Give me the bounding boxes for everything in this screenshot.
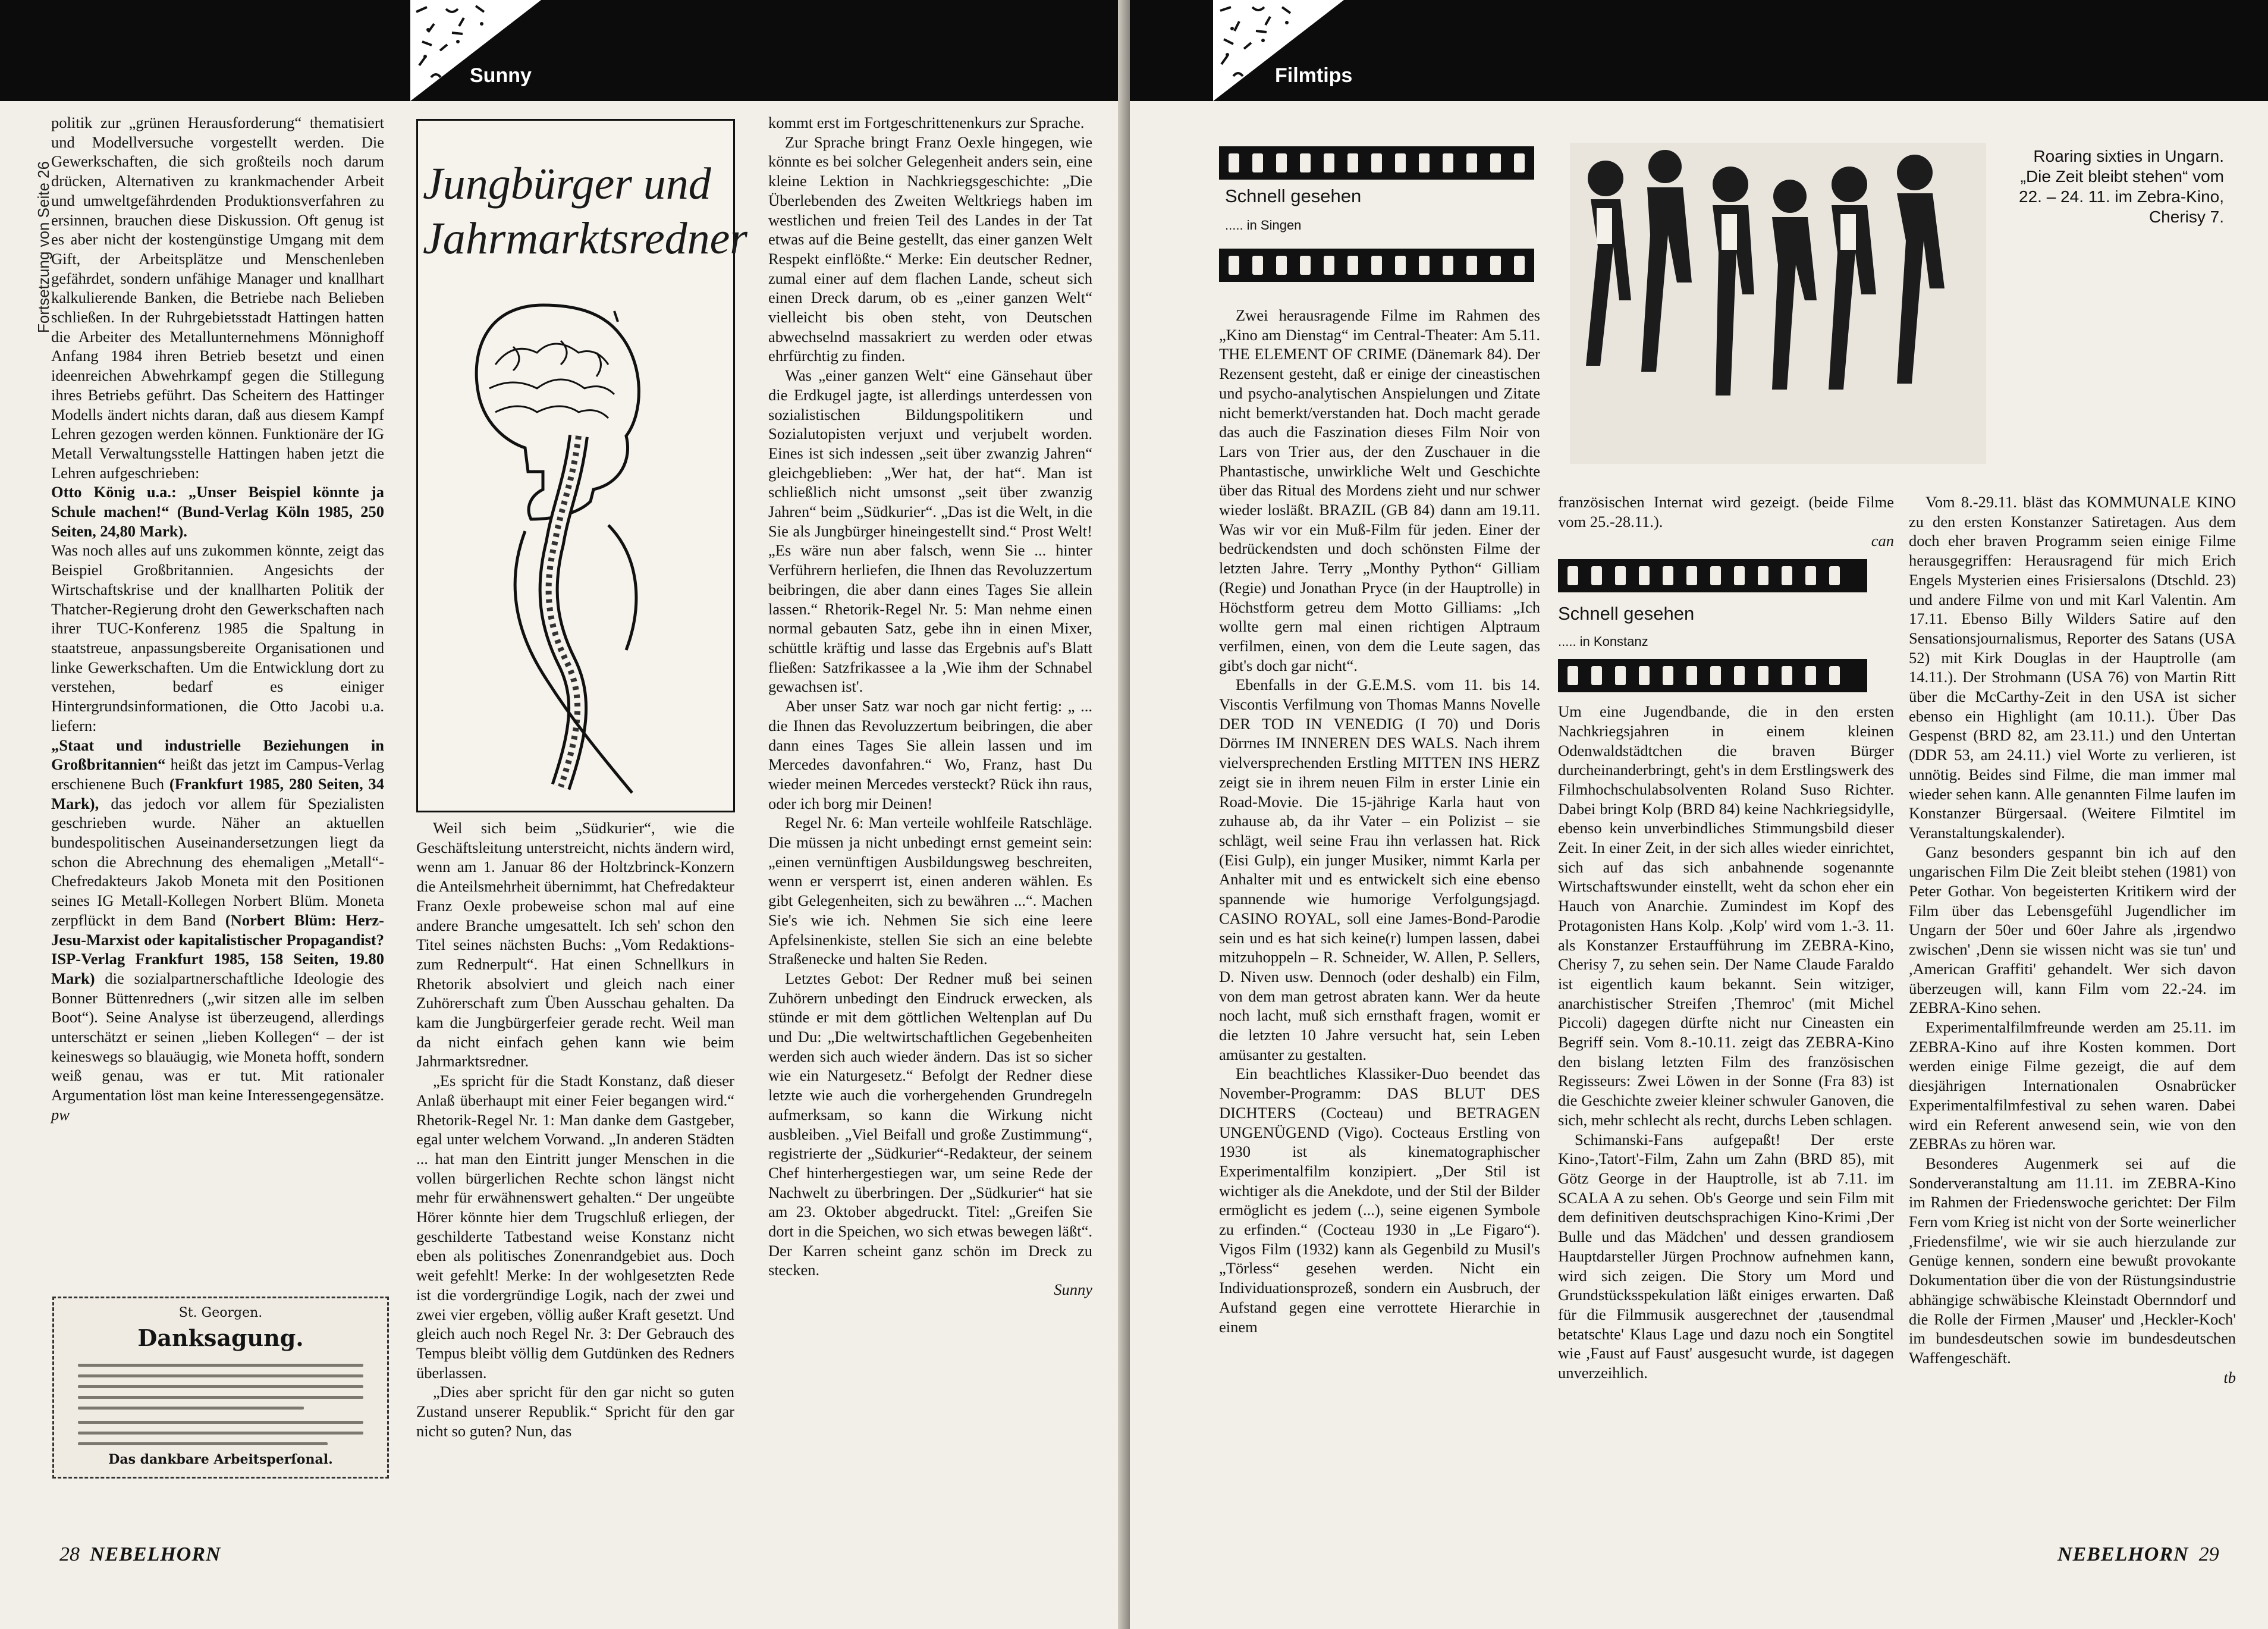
film-strip-divider-icon xyxy=(1219,146,1534,180)
film-strip-divider-icon xyxy=(1558,559,1867,592)
paragraph: Ein beachtliches Klassiker-Duo beendet das November-Programm: DAS BLUT DES DICHTERS (Cocteau) und BETRAGEN UNGENÜGEND (Vigo). Cocteaus Erstling von 1930 ist als kinematographischer Experimentalfilm konzipiert. „Der Stil ist wichtiger als die Anekdote, und der Stil der Bilder ermöglicht es jedem (...), seine eigenen Symbole zu erfinden.“ (Cocteau 1930 in „Le Figaro“). Vigos Film (1932) kann als Gegenbild zu Musil's „Törless“ gesehen werden. Nicht ein Individuationsprozeß, sondern ein Ausbruch, der Aufstand gegen eine verrottete Hierarchie in einem xyxy=(1219,1065,1540,1336)
paragraph: Ganz besonders gespannt bin ich auf den ungarischen Film Die Zeit bleibt stehen (1981) von Peter Gothar. Von begeisterten Kritikern wird der Film über das Lebensgefühl Jugendlicher im Ungarn der 50er und 60er Jahre als ,irgendwo zwischen' ,Denn sie wissen nicht was sie tun' und ,American Graffiti' gehandelt. Wer sich davon überzeugen will, kann Film vom 22.-24. im ZEBRA-Kino sehen. xyxy=(1909,843,2236,1017)
paragraph: Regel Nr. 6: Man verteile wohlfeile Ratschläge. Die müssen ja nicht unbedingt ernst gemeint sein: „einen vernünftigen Ausbildungsweg beschreiten, wenn er versperrt ist, einen anderen wählen. Es gibt Gelegenheiten, sich zu bewähren ...“. Machen Sie's wie ich. Nehmen Sie sich eine leere Apfelsinenkiste, stellen Sie sich an eine belebte Straßenecke und halten Sie Reden. xyxy=(768,814,1092,968)
paragraph: Experimentalfilmfreunde werden am 25.11. im ZEBRA-Kino auf ihre Kosten kommen. Dort werden einige Filme gezeigt, die auf dem diesjährigen Internationalen Osnabrücker Experimentalfilmfestival zu sehen waren. Dabei wird ein Referent anwesend sein, wie von den ZEBRAs zu hören war. xyxy=(1909,1018,2236,1153)
paragraph: Zwei herausragende Filme im Rahmen des „Kino am Dienstag“ im Central-Theater: Am 5.11. THE ELEMENT OF CRIME (Dänemark 84). Der Rezensent gesteht, daß er einige der cineastischen und psycho-analytischen Anspielungen und Zitate nicht bemerkt/verstanden hat. Doch macht gerade das auch die Faszination dieses Film Noir von Lars von Trier aus, der den Zuschauer in die Phantastische, unwirkliche Welt und Geschichte über das Ritual des Mordens zieht und nur schwer wieder losläßt. BRAZIL (GB 84) dann am 19.11. Was wir vor ein Muß-Film für jeden. Einer der bedrückendsten und doch schönsten Filme der letzten Jahre. Terry „Monthy Python“ Gilliam (Regie) und Jonathan Pryce (in der Hauptrolle) in Höchstform getreu dem Motto Gilliams: „Ich wollte gern mal einen richtigen Alptraum verfilmen, einen, von dem die Leute sagen, das gibt's doch gar nicht“. xyxy=(1219,306,1540,674)
right-column-1 xyxy=(1219,306,1540,1336)
continuation-label xyxy=(17,107,52,345)
header-bar-left xyxy=(0,0,1130,101)
film-strip-divider-icon xyxy=(1219,249,1534,282)
notice-signature: Das dankbare Arbeitsperſonal. xyxy=(108,1452,333,1467)
notice-title: Danksagung. xyxy=(137,1324,304,1351)
book-reference: (Norbert Blüm: Herz-Jesu-Marxist oder kapitalistischer Propagandist? ISP-Verlag Frankfurt 1985, 158 Seiten, 19.80 Mark) xyxy=(51,911,384,987)
paragraph: heißt das jetzt im Campus-Verlag erschienene Buch xyxy=(51,755,385,793)
paragraph: kommt erst im Fortgeschrittenenkurs zur Sprache. xyxy=(768,114,1085,131)
photo-caption: Roaring sixties in Ungarn. „Die Zeit bleibt stehen“ vom 22. – 24. 11. im Zebra-Kino, Cherisy 7. xyxy=(2019,147,2224,226)
book-reference: „Staat und industrielle Beziehungen in Großbritannien“ xyxy=(51,736,384,774)
paragraph: Was noch alles auf uns zukommen könnte, zeigt das Beispiel Großbritannien. Angesichts der Wirtschaftskrise und der knallharten Politik der Thatcher-Regierung droht den Gewerkschaften nach ihrer TUC-Konferenz 1985 die Spaltung in staatstreue, anpassungsbereite Organisationen und linke Gewerkschaften. Um die Entwicklung dort zu verstehen, bedarf es einiger Hintergrundsinformationen, die Otto Jacobi u.a. liefern: xyxy=(51,541,384,735)
paragraph: Schimanski-Fans aufgepaßt! Der erste Kino-,Tatort'-Film, Zahn um Zahn (BRD 85), mit Götz George in der Hauptrolle, ist ab 7.11. im SCALA A zu sehen. Ob's George und sein Film mit dem definitiven deutschsprachigen Kino-Krimi ,Der Bulle und das Mädchen' und dessen grandiosem Hauptdarsteller Jürgen Prochnow aufnehmen kann, wird sich zeigen. Die Story um Mord und Grundstücksspekulation läßt einiges erwarten. Daß für die Filmmusik ausgerechnet der ,tausendmal betatschte' Klaus Lage und dazu noch ein Songtitel wie ,Faust auf Faust' ausgesucht wurde, ist dagegen unverzeihlich. xyxy=(1558,1130,1894,1382)
left-page xyxy=(0,0,1130,1629)
magazine-name: NEBELHORN xyxy=(90,1543,221,1565)
book-reference: (Frankfurt 1985, 280 Seiten, 34 Mark), xyxy=(51,774,385,812)
strip-place-konstanz: ..... in Konstanz xyxy=(1558,634,1648,649)
right-page xyxy=(1130,0,2268,1629)
continuation-text: Fortsetzung von Seite 26 xyxy=(34,161,52,333)
headline-box xyxy=(416,119,747,812)
paragraph: Weil sich beim „Südkurier“, wie die Geschäftsleitung unterstreicht, nichts ändern wird, wenn am 1. Januar 86 der Holtzbrinck-Konzern die Anteilsmehrheit übernimmt, hat Chefredakteur Franz Oexle probeweise schon mal auf eine andere Branche umgesattelt. Ich seh' schon den Titel seines nächsten Buchs: „Vom Redaktions- zum Rednerpult“. Hat einen Schnellkurs in Rhetorik absolviert und gleich nach einer Zuhörerschaft zum Üben Ausschau gehalten. Da kam die Jungbürgerfeier gerade recht. Weil man da nicht einfach gehen kann wie beim Jahrmarktsredner. xyxy=(416,819,734,1071)
notice-place: St. Georgen. xyxy=(178,1305,263,1320)
magazine-name: NEBELHORN xyxy=(2057,1543,2189,1565)
left-column-1 xyxy=(51,113,384,1125)
book-reference: Otto König u.a.: „Unser Beispiel könnte ja Schule machen!“ (Bund-Verlag Köln 1985, 250 Seiten, 24,80 Mark). xyxy=(51,483,384,540)
paragraph: „Dies aber spricht für den gar nicht so guten Zustand unserer Republik.“ Spricht für den gar nicht so guten? Nun, das xyxy=(416,1383,734,1440)
page-folio-left xyxy=(59,1543,221,1566)
paragraph: die sozialpartnerschaftliche Ideologie des Bonner Büttenredners („wir sitzen alle im selben Boot“). Seine Analyse ist überzeugend, allerdings unterschätzt er seinen „lieben Kollegen“ – der ist keineswegs so blauäugig, wie Moneta hofft, sondern weiß genau, was er tut. Mit rationaler Argumentation löst man keine Interessengegensätze. xyxy=(51,969,384,1104)
header-bar-right xyxy=(1130,0,2268,101)
film-strip-divider-icon xyxy=(1558,659,1867,692)
page-folio-right xyxy=(2057,1543,2219,1566)
paragraph: Was „einer ganzen Welt“ eine Gänsehaut über die Erdkugel jagte, ist allerdings unterdessen von sozialistischen Bildungspolitikern und Sozialutopisten verjuxt und verjubelt worden. Eines ist sich indessen „seit über zwanzig Jahren“ gleichgeblieben: „Wer hat, der hat“. Man ist schließlich nicht umsonst „seit über zwanzig Jahren“ beim „Südkurier“. „Das ist die Welt, in die Sie als Jungbürger hineingestellt sind.“ Prost Welt! „Es wäre nun aber falsch, wenn Sie ... hinter Verführern herliefen, die Ihnen das Revoluzzertum beibringen, die aber dann eines Tages Sie allein lassen.“ Rhetorik-Regel Nr. 5: Man nehme einen normal gebauten Satz, gebe ihn in einen Mixer, schüttle kräftig und lasse das Ergebnis auf's Blatt fließen: Satzfrikassee a la ,Wie ihm der Schnabel gewachsen ist'. xyxy=(768,366,1092,696)
article-headline: Jungbürger und Jahrmarktsredner xyxy=(423,159,747,263)
section-label-sunny: Sunny xyxy=(470,64,532,87)
paragraph: Vom 8.-29.11. bläst das KOMMUNALE KINO zu den ersten Konstanzer Satiretagen. Aus dem doch eher braven Programm seien einige Filme herausgegriffen: Herausragend für mich Erich Engels Mysterien eines Frisiersalons (Dtschld. 23) und andere Filme von und mit Karl Valentin. Am 17.11. Ebenso Billy Wilders Satire auf den Sensationsjournalismus, Reporter des Satans (USA 52) mit Kirk Douglas in der Hauptrolle (am 14.11.). Der Strohmann (USA 76) von Martin Ritt über die McCarthy-Zeit in den USA ist sicher ebenso ein Highlight (am 10.11.). Über Das Gespenst (BRD 82, am 23.11.) und den Untertan (DDR 53, am 24.11.) viel Worte zu verlieren, ist unnötig. Beides sind Filme, die man immer mal wieder sehen kann. Alle genannten Filme laufen im Konstanzer Bürgersaal. (Weitere Filmtitel im Veranstaltungskalender). xyxy=(1909,493,2236,842)
brain-figure-illustration-icon xyxy=(454,293,703,805)
right-column-3 xyxy=(1909,492,2236,1387)
running-youths-photo-icon xyxy=(1570,143,1986,464)
author-signature: Sunny xyxy=(1054,1280,1092,1299)
left-column-2 xyxy=(416,818,734,1441)
paragraph: Zur Sprache bringt Franz Oexle hingegen, wie könnte es bei solcher Gelegenheit anders sein, eine kleine Lektion in Nachkriegsgeschichte: „Die Überlebenden des Zweiten Weltkriegs haben im westlichen und freien Teil des Landes in der Tat etwas auf die Beine gestellt, das einer ganzen Welt Respekt einflößte.“ Merke: Ein deutscher Redner, zumal einer auf dem flachen Lande, scheut sich einen Dreck darum, ob es „einer ganzen Welt“ vielleicht bis oben steht, von Deutschen abwechselnd massakriert zu werden oder etwas ehrfürchtig zu finden. xyxy=(768,133,1092,365)
paragraph: Aber unser Satz war noch gar nicht fertig: „ ... die Ihnen das Revoluzzertum beibringen, die aber dann eines Tages Sie allein lassen und im Mercedes davonfahren.“ Wo, Franz, hast Du wieder meinen Mercedes versteckt? Rück ihn raus, oder ich borg mir Deinen! xyxy=(768,697,1092,812)
paragraph: Besonderes Augenmerk sei auf die Sonderveranstaltung am 11.11. im ZEBRA-Kino im Rahmen der Friedenswoche gerichtet: Der Film Fern vom Krieg ist nicht von der Sorte weinerlicher ,Friedensfilme', wie wir sie auch hierzulande zur Genüge kennen, sondern eine bewußt provokante Dokumentation über die von der Rüstungsindustrie abhängige schwäbische Kleinstadt Obernndorf und die Rolle der Firmen ,Mauser' und ,Heckler-Koch' im bundesdeutschen sowie im bundesdeutschen Waffengeschäft. xyxy=(1909,1154,2236,1367)
author-signature: tb xyxy=(2223,1368,2236,1386)
page-number: 29 xyxy=(2198,1543,2219,1565)
author-signature: pw xyxy=(51,1105,70,1123)
paragraph: politik zur „grünen Herausforderung“ thematisiert und Modellversuche vorgestellt werden. Die Gewerkschaften, die sich großteils noch darum drücken, Alternativen zu krankmachender Arbeit und umweltgefährdenden Produktionsverfahren zu ersinnen, brauchen diese Diskussion. Oft genug ist es aber nicht der kostengünstige Umgang mit dem Gift, der Arbeitsplätze und Menschenleben gefährdet, sondern unfähige Manager und knallhart kalkulierende Banken, die Betriebe nach Belieben schließen. In der Ruhrgebietsstadt Hattingen hatten die Arbeiter des Metallunternehmens Mönnighoff Anfang 1984 ihren Betrieb besetzt und einen ideenreichen Abwehrkampf gegen die Stillegung ihres Betriebs geführt. Das Scheitern des Hattinger Modells ändert nichts daran, daß aus diesem Kampf Lehren gezogen werden können. Funktionäre der IG Metall Verwaltungsstelle Hattingen haben jetzt die Lehren aufgeschrieben: xyxy=(51,114,384,482)
paragraph: französischen Internat wird gezeigt. (beide Filme vom 25.-28.11.). xyxy=(1558,493,1894,531)
paragraph: Ebenfalls in der G.E.M.S. vom 11. bis 14. Viscontis Verfilmung von Thomas Manns Novelle DER TOD IN VENEDIG (I 70) und Doris Dörrnes IM INNEREN DES WALS. Nach ihrem vielversprechenden Erstling MITTEN INS HERZ zeigt sie in ihrem neuen Film in erster Linie ein Road-Movie. Die 15-jährige Karla haut von zuhause ab, da ihr Vater – ein Polizist – sie schlägt, weil seine Frau ihn verlassen hat. Rick (Eisi Gulp), ein junger Musiker, nimmt Karla per Anhalter mit und es entwickelt sich eine ebenso spannende wie humorige Verfolgungsjagd. CASINO ROYAL, soll eine James-Bond-Parodie sein und es hat sich keine(r) lumpen lassen, dabei mitzuhoppeln – R. Schneider, W. Allen, P. Sellers, D. Niven usw. Dennoch (oder deshalb) ein Film, von dem man getrost abraten kann. Wer da heute noch lacht, muß sich ernsthaft fragen, womit er die letzten 10 Jahre versucht hat, sein Leben amüsanter zu gestalten. xyxy=(1219,676,1540,1063)
strip-place-singen: ..... in Singen xyxy=(1225,218,1302,233)
page-number: 28 xyxy=(59,1543,80,1565)
strip-title-konstanz: Schnell gesehen xyxy=(1558,603,1695,624)
author-signature: can xyxy=(1871,532,1894,550)
strip-title-singen: Schnell gesehen xyxy=(1225,186,1362,206)
section-label-filmtips: Filmtips xyxy=(1275,64,1353,87)
paragraph: Letztes Gebot: Der Redner muß bei seinen Zuhörern unbedingt den Eindruck erwecken, als stünde er mit dem göttlichen Weltenplan auf Du und Du: „Die weltwirtschaftlichen Gegebenheiten werden sich auch wieder ändern. Das ist so sicher wie ein Naturgesetz.“ Befolgt der Redner diese letzte wie auch die vorhergehenden Grundregeln aufmerksam, so kann die Wirkung nicht ausbleiben. „Viel Beifall und große Zustimmung“, registrierte der „Südkurier“-Redakteur, der seinem Chef hinterhergestiegen war, um seine Rede der Nachwelt zu überbringen. Der „Südkurier“ hat sie am 23. Oktober abgedruckt. Titel: „Greifen Sie dort in die Speichen, wo sich etwas bewegen läßt“. Der Karren scheint ganz schön im Dreck zu stecken. xyxy=(768,969,1092,1279)
danksagung-notice xyxy=(52,1297,389,1479)
paragraph: das jedoch vor allem für Spezialisten geschrieben wurde. Näher an aktuellen bundespolitischen Auseinandersetzungen liegt da schon die Abrechnung des ehemaligen „Metall“-Chefredakteurs Jakob Moneta mit den Positionen seines IG Metall-Kollegen Norbert Blüm. Moneta zerpflückt in dem Band xyxy=(51,794,384,929)
paragraph: „Es spricht für die Stadt Konstanz, daß dieser Anlaß überhaupt mit einer Feier begangen wird.“ Rhetorik-Regel Nr. 1: Man danke dem Gastgeber, egal unter welchem Vorwand. „In anderen Städten ... hat man den Eintritt junger Menschen in die vollen bürgerlichen Rechte schon längst nicht mehr für erwähnenswert gehalten.“ Der ungeübte Hörer könnte hier dem Trugschluß erliegen, der geschilderte Tatbestand weise Konstanz nicht eben als politisches Zonenrandgebiet aus. Doch weit gefehlt! Merke: In der wohlgesetzten Rede ist die vordergründige Logik, nach der zwei und zwei vier ergeben, völlig außer Kraft gesetzt. Und gleich auch noch Regel Nr. 3: Der Gebrauch des Tempus bleibt völlig dem Gutdünken des Redners überlassen. xyxy=(416,1072,734,1382)
paragraph: Um eine Jugendbande, die in den ersten Nachkriegsjahren in einem kleinen Odenwaldstädtchen die braven Bürger durcheinanderbringt, geht's in dem Erstlingswerk des Filmhochschulabsolventen Roland Suso Richter. Dabei bringt Kolp (BRD 84) keine Nachkriegsidylle, ebenso kein unverbindliches Stimmungsbild dieser Zeit. In einer Zeit, in der sich alles wieder einrichtet, sich auf das sich anbahnende sogenannte Wirtschaftswunder einstellt, weht da schon eher ein Hauch von Anarchie. Zumindest im Kopf des Protagonisten Hans Kolp. ,Kolp' wird vom 1.-3. 11. als Konstanzer Erstaufführung im ZEBRA-Kino, Cherisy 7, zu sehen sein. Der Name Claude Faraldo ist eigentlich kaum bekannt. Sein witziger, anarchistischer Streifen ,Themroc' (mit Michel Piccoli) dagegen dürfte nicht nur Cineasten ein Begriff sein. Vom 8.-10.11. zeigt das ZEBRA-Kino den bislang letzten Film des französischen Regisseurs: Zwei Löwen in der Sonne (Fra 83) ist die Geschichte zweier kleiner schwuler Ganoven, die sich, mehr schlecht als recht, durchs Leben schlagen. xyxy=(1558,702,1894,1129)
right-column-2 xyxy=(1558,492,1894,1383)
left-column-3 xyxy=(768,113,1092,1300)
